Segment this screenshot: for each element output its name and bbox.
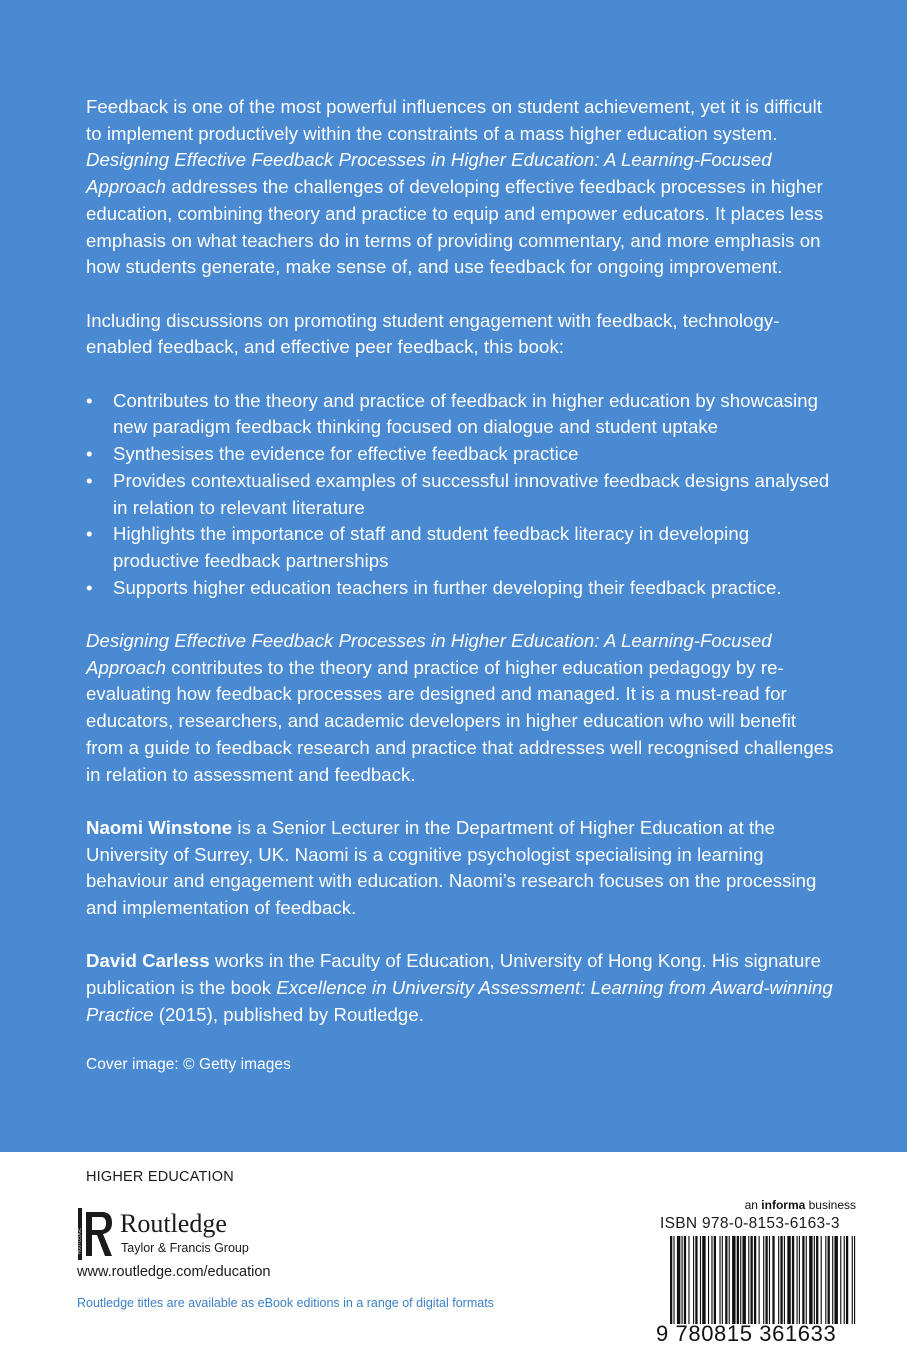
- barcode-stripe: [714, 1236, 716, 1324]
- barcode-stripe: [751, 1236, 753, 1324]
- description-block: [86, 94, 834, 1102]
- barcode-stripe: [825, 1236, 826, 1324]
- barcode-stripe: [711, 1236, 712, 1324]
- barcode-stripe: [778, 1236, 779, 1324]
- barcode-stripe: [742, 1236, 745, 1324]
- description-paragraph-3: Designing Effective Feedback Processes in Higher Education: A Learning-Focused Approach contributes to the theory and practice of higher education pedagogy by re-evaluating how feedback processes are designed and managed. It is a must-read for educators, researchers, and academic developers in higher education who will benefit from a guide to feedback research and practice that addresses well recognised challenges in relation to assessment and feedback.: [86, 630, 834, 785]
- bullet-icon: •: [86, 389, 93, 411]
- barcode-stripe: [754, 1236, 756, 1324]
- barcode-stripe: [844, 1236, 845, 1324]
- barcode-stripe: [780, 1236, 782, 1324]
- barcode-stripe: [765, 1236, 767, 1324]
- barcode-icon: [670, 1236, 856, 1324]
- feature-bullet-list: [86, 388, 834, 602]
- barcode-stripe: [828, 1236, 830, 1324]
- barcode-stripe: [740, 1236, 741, 1324]
- barcode-stripe: [700, 1236, 701, 1324]
- barcode-stripe: [784, 1236, 785, 1324]
- barcode-stripe: [748, 1236, 749, 1324]
- routledge-logo-icon: [78, 1208, 114, 1260]
- publisher-name: Routledge: [120, 1209, 227, 1238]
- barcode-digits: 9 780815 361633: [656, 1321, 837, 1346]
- book-title-italic: Excellence in University Assessment: Learning from Award-winning Practice: [86, 977, 833, 1025]
- barcode-stripe: [814, 1236, 815, 1324]
- book-title-italic: Designing Effective Feedback Processes in Higher Education: A Learning-Focused Approach: [86, 149, 772, 198]
- barcode-stripe: [682, 1236, 683, 1324]
- barcode-stripe: [797, 1236, 798, 1324]
- barcode-stripe: [834, 1236, 837, 1324]
- barcode-stripe: [729, 1236, 730, 1324]
- publisher-url[interactable]: www.routledge.com/education: [77, 1264, 271, 1280]
- barcode-stripe: [708, 1236, 709, 1324]
- barcode-stripe: [725, 1236, 727, 1324]
- list-item: • Supports higher education teachers in further developing their feedback practice.: [86, 575, 834, 602]
- bullet-icon: •: [86, 523, 93, 545]
- back-cover-footer: [0, 1152, 907, 1360]
- publisher-group: Taylor & Francis Group: [121, 1241, 249, 1255]
- cover-image-credit: Cover image: © Getty images: [86, 1056, 291, 1074]
- list-item: • Highlights the importance of staff and student feedback literacy in developing productive feedback partnerships: [86, 523, 750, 571]
- barcode-stripe: [702, 1236, 705, 1324]
- bullet-icon: •: [86, 443, 93, 465]
- isbn-number: ISBN 978-0-8153-6163-3: [660, 1215, 840, 1232]
- ebook-availability-note: Routledge titles are available as eBook editions in a range of digital formats: [77, 1296, 494, 1310]
- author-name: Naomi Winstone: [86, 816, 233, 838]
- informa-business-tag: an informa business: [744, 1198, 856, 1212]
- barcode-stripe: [840, 1236, 841, 1324]
- p1-text: Feedback is one of the most powerful influences on student achievement, yet it is difficult to implement productively within the constraints of a mass higher education system.: [86, 96, 822, 144]
- barcode-stripe: [799, 1236, 800, 1324]
- subject-category: HIGHER EDUCATION: [86, 1169, 234, 1185]
- barcode-stripe: [821, 1236, 822, 1324]
- barcode-stripe: [852, 1236, 853, 1324]
- barcode-stripe: [737, 1236, 739, 1324]
- list-item: • Contributes to the theory and practice of feedback in higher education by showcasing new paradigm feedback thinking focused on dialogue and student uptake: [86, 389, 818, 438]
- barcode-stripe: [809, 1236, 812, 1324]
- barcode-stripe: [732, 1236, 735, 1324]
- barcode-stripe: [763, 1236, 764, 1324]
- barcode-stripe: [722, 1236, 723, 1324]
- bullet-icon: •: [86, 469, 93, 491]
- svg-text:ROUTLEDGE: ROUTLEDGE: [76, 1227, 82, 1254]
- barcode-stripe: [772, 1236, 774, 1324]
- barcode-stripe: [684, 1236, 686, 1324]
- barcode-stripe: [792, 1236, 794, 1324]
- barcode-stripe: [806, 1236, 807, 1324]
- barcode-stripe: [832, 1236, 833, 1324]
- list-item: • Synthesises the evidence for effective feedback practice: [86, 441, 834, 468]
- barcode-stripe: [695, 1236, 697, 1324]
- barcode-stripe: [769, 1236, 770, 1324]
- p1-text-rest: addresses the challenges of developing effective feedback processes in higher education, combining theory and practice to equip and empower educators. It places less emphasis on what teachers do in terms of providing commentary, and more emphasis on how students generate, make sense of, and use feedback for ongoing improvement.: [86, 176, 824, 278]
- author-bio-carless: David Carless works in the Faculty of Education, University of Hong Kong. His signature publication is the book Excellence in University Assessment: Learning from Award-winning Practice (2015), published by Routledge.: [86, 950, 833, 1025]
- barcode-stripe: [719, 1236, 720, 1324]
- barcode-stripe: [854, 1236, 855, 1324]
- barcode-stripe: [673, 1236, 674, 1324]
- barcode-stripe: [802, 1236, 804, 1324]
- author-bio-winstone: Naomi Winstone is a Senior Lecturer in the Department of Higher Education at the University of Surrey, UK. Naomi is a cognitive psychologist specialising in learning behaviour and engagement with education. Naomi’s research focuses on the processing and implementation of feedback.: [86, 816, 817, 919]
- barcode-stripe: [816, 1236, 818, 1324]
- list-item: • Provides contextualised examples of successful innovative feedback designs analysed in relation to relevant literature: [86, 469, 830, 518]
- description-paragraph-2: Including discussions on promoting student engagement with feedback, technology-enabled feedback, and effective peer feedback, this book:: [86, 309, 780, 358]
- barcode-stripe: [677, 1236, 680, 1324]
- barcode-stripe: [787, 1236, 790, 1324]
- author-name: David Carless: [86, 950, 210, 972]
- barcode-stripe: [670, 1236, 672, 1324]
- barcode-stripe: [846, 1236, 848, 1324]
- barcode-stripe: [759, 1236, 760, 1324]
- barcode-stripe: [688, 1236, 689, 1324]
- description-paragraph-1: [86, 94, 834, 281]
- book-title-italic: Designing Effective Feedback Processes in Higher Education: A Learning-Focused Approach: [86, 630, 772, 678]
- bullet-icon: •: [86, 576, 93, 598]
- barcode-stripe: [693, 1236, 694, 1324]
